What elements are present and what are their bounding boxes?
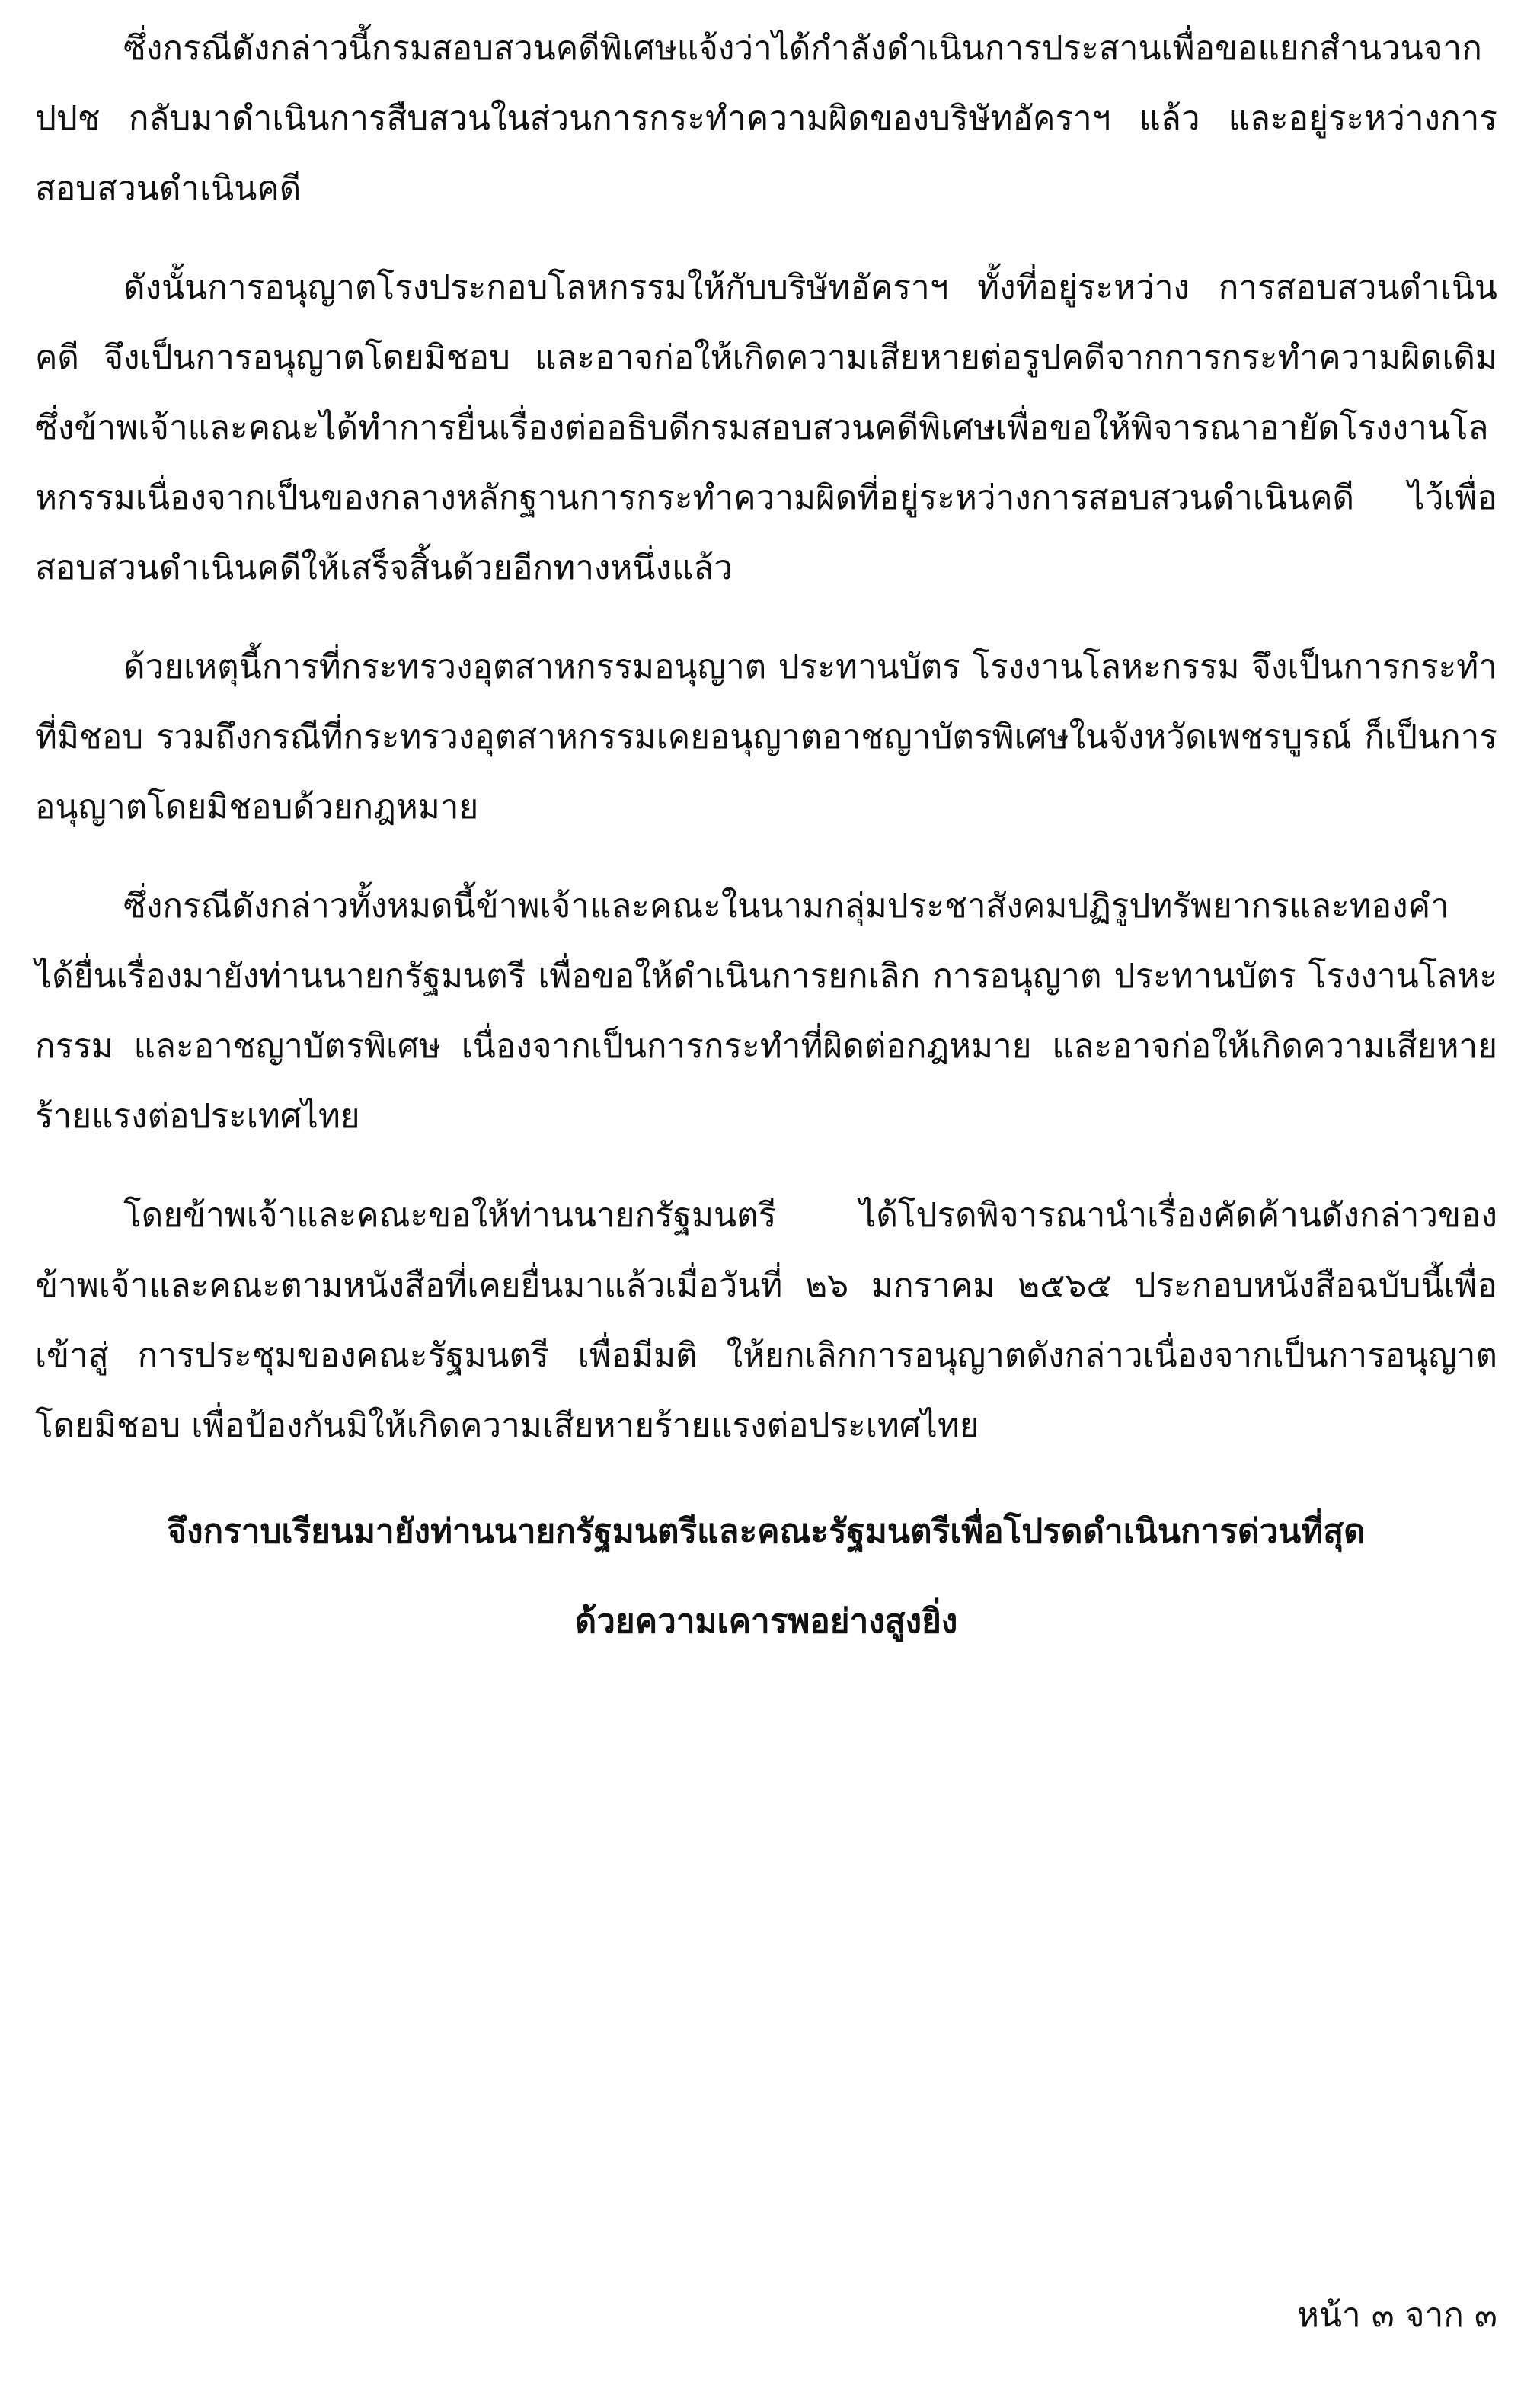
paragraph-4: ซึ่งกรณีดังกล่าวทั้งหมดนี้ข้าพเจ้าและคณะในนามกลุ่มประชาสังคมปฏิรูปทรัพยากรและทองคำ ได้ยื่นเรื่องมายังท่านนายกรัฐมนตรี เพื่อขอให้ดำเนินการยกเลิก การอนุญาต ประทานบัตร โรงงานโลหะกรรม และอาชญาบัตรพิเศษ เนื่องจากเป็นการกระทำที่ผิดต่อกฎหมาย และอาจก่อให้เกิดความเสียหายร้ายแรงต่อประเทศไทย	[35, 887, 1497, 1136]
paragraph-5: โดยข้าพเจ้าและคณะขอให้ท่านนายกรัฐมนตรี ได้โปรดพิจารณานำเรื่องคัดค้านดังกล่าวของข้าพเจ้าและคณะตามหนังสือที่เคยยื่นมาแล้วเมื่อวันที่ ๒๖ มกราคม ๒๕๖๕ ประกอบหนังสือฉบับนี้เพื่อเข้าสู่ การประชุมของคณะรัฐมนตรี เพื่อมีมติ ให้ยกเลิกการอนุญาตดังกล่าวเนื่องจากเป็นการอนุญาตโดยมิชอบ เพื่อป้องกันมิให้เกิดความเสียหายร้ายแรงต่อประเทศไทย	[35, 1196, 1497, 1445]
paragraph-3: ด้วยเหตุนี้การที่กระทรวงอุตสาหกรรมอนุญาต ประทานบัตร โรงงานโลหะกรรม จึงเป็นการกระทำที่มิชอบ รวมถึงกรณีที่กระทรวงอุตสาหกรรมเคยอนุญาตอาชญาบัตรพิเศษในจังหวัดเพชรบูรณ์ ก็เป็นการอนุญาตโดยมิชอบด้วยกฎหมาย	[35, 648, 1497, 827]
page-number: หน้า ๓ จาก ๓	[1296, 2296, 1497, 2335]
salutation: ด้วยความเคารพอย่างสูงยิ่ง	[574, 1602, 958, 1641]
closing-request: จึงกราบเรียนมายังท่านนายกรัฐมนตรีและคณะรัฐมนตรีเพื่อโปรดดำเนินการด่วนที่สุด	[167, 1512, 1366, 1551]
paragraph-1: ซึ่งกรณีดังกล่าวนี้กรมสอบสวนคดีพิเศษแจ้งว่าได้กำลังดำเนินการประสานเพื่อขอแยกสำนวนจาก ปปช กลับมาดำเนินการสืบสวนในส่วนการกระทำความผิดของบริษัทอัคราฯ แล้ว และอยู่ระหว่างการสอบสวนดำเนินคดี	[35, 29, 1497, 208]
document-body	[35, 14, 1497, 1664]
paragraph-2: ดังนั้นการอนุญาตโรงประกอบโลหกรรมให้กับบริษัทอัคราฯ ทั้งที่อยู่ระหว่าง การสอบสวนดำเนินคดี จึงเป็นการอนุญาตโดยมิชอบ และอาจก่อให้เกิดความเสียหายต่อรูปคดีจากการกระทำความผิดเดิม ซึ่งข้าพเจ้าและคณะได้ทำการยื่นเรื่องต่ออธิบดีกรมสอบสวนคดีพิเศษเพื่อขอให้พิจารณาอายัดโรงงานโลหกรรมเนื่องจากเป็นของกลางหลักฐานการกระทำความผิดที่อยู่ระหว่างการสอบสวนดำเนินคดี ไว้เพื่อสอบสวนดำเนินคดีให้เสร็จสิ้นด้วยอีกทางหนึ่งแล้ว	[35, 268, 1497, 587]
